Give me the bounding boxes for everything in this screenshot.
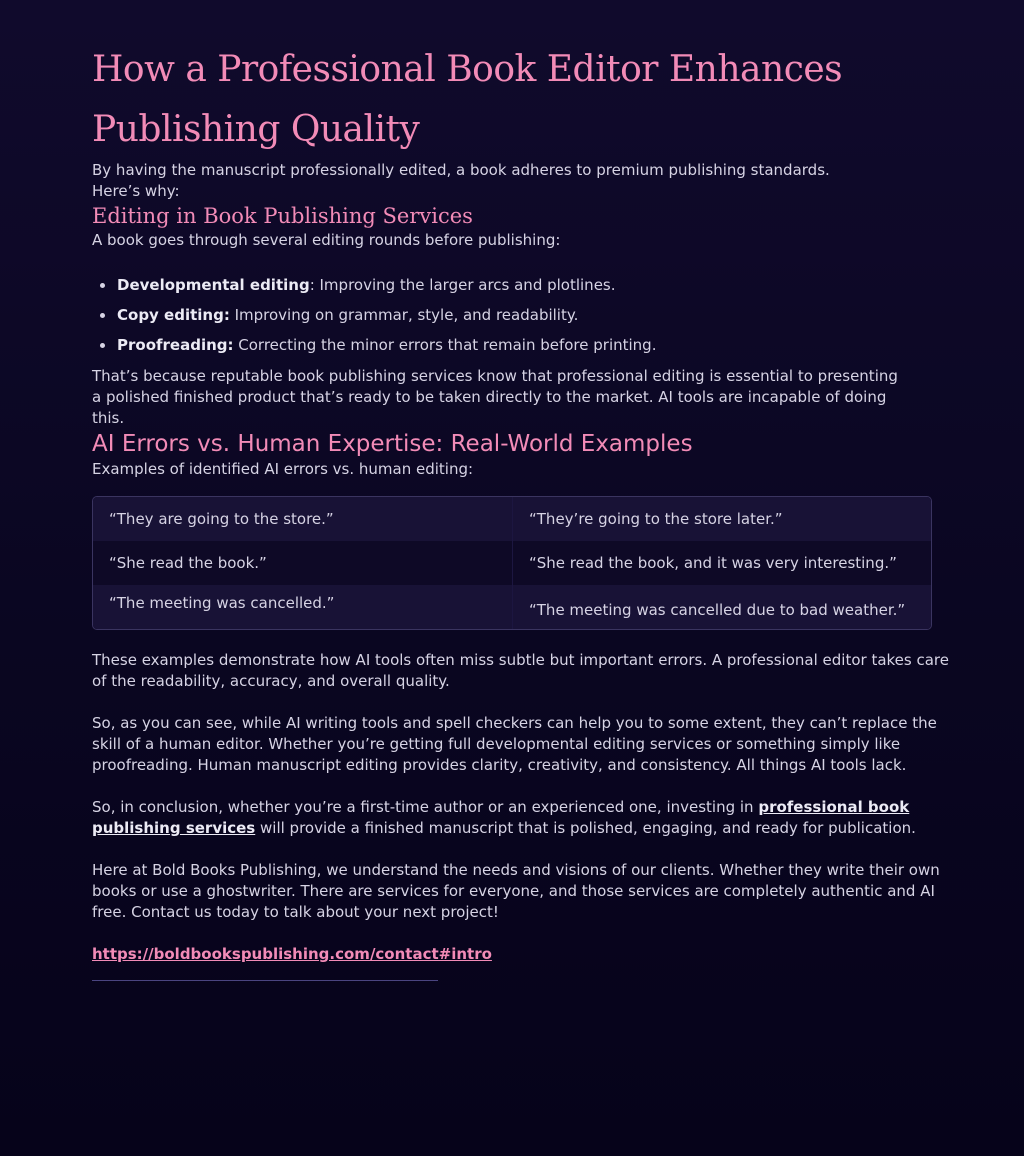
section-heading-ai-errors: AI Errors vs. Human Expertise: Real-World Examples bbox=[92, 431, 693, 457]
examples-table bbox=[92, 496, 932, 630]
ai-limits-paragraph: So, as you can see, while AI writing tools and spell checkers can help you to some extent, they can’t replace the skill of a human editor. Whether you’re getting full developmental editing services or something simply like proofreading. Human manuscript editing provides clarity, creativity, and consistency. All things AI tools lack. bbox=[92, 714, 937, 774]
company-paragraph: Here at Bold Books Publishing, we understand the needs and visions of our clients. Whether they write their own books or use a ghostwriter. There are services for everyone, and those services are completely authentic and AI free. Contact us today to talk about your next project! bbox=[92, 861, 940, 921]
section-closing-paragraph: That’s because reputable book publishing services know that professional editing is essential to presenting a polished finished product that’s ready to be taken directly to the market. AI tools are incapable of doing this. bbox=[92, 367, 898, 427]
table-cell-human: “The meeting was cancelled due to bad weather.” bbox=[512, 585, 931, 629]
article bbox=[92, 40, 952, 981]
list-item-text: : Improving the larger arcs and plotlines. bbox=[309, 276, 616, 294]
contact-link[interactable]: https://boldbookspublishing.com/contact#intro bbox=[92, 945, 492, 963]
list-item-term: Copy editing: bbox=[117, 306, 230, 324]
bullet-icon bbox=[100, 313, 105, 318]
conclusion-text-end: will provide a finished manuscript that is polished, engaging, and ready for publication. bbox=[255, 819, 916, 837]
examples-summary-paragraph: These examples demonstrate how AI tools often miss subtle but important errors. A professional editor takes care of the readability, accuracy, and overall quality. bbox=[92, 651, 949, 690]
contact-link-line bbox=[92, 944, 952, 965]
table-row bbox=[93, 541, 931, 585]
conclusion-paragraph bbox=[92, 797, 952, 839]
section-lead-ai-errors: Examples of identified AI errors vs. human editing: bbox=[92, 460, 474, 478]
divider bbox=[92, 980, 438, 981]
list-item bbox=[100, 275, 952, 296]
table-row bbox=[93, 585, 931, 629]
list-item-term: Proofreading: bbox=[117, 336, 234, 354]
publishing-services-link[interactable]: professional book publishing services bbox=[92, 798, 910, 837]
table-cell-human: “She read the book, and it was very interesting.” bbox=[512, 541, 931, 585]
page-title: How a Professional Book Editor Enhances Publishing Quality bbox=[92, 49, 843, 150]
list-item-text: Correcting the minor errors that remain before printing. bbox=[233, 336, 657, 354]
list-item bbox=[100, 335, 952, 356]
conclusion-text-start: So, in conclusion, whether you’re a first-time author or an experienced one, investing in bbox=[92, 798, 759, 816]
list-item bbox=[100, 305, 952, 326]
table-cell-ai: “She read the book.” bbox=[93, 541, 512, 585]
table-cell-ai: “They are going to the store.” bbox=[93, 497, 512, 541]
intro-paragraph: By having the manuscript professionally edited, a book adheres to premium publishing standards. Here’s why: bbox=[92, 161, 830, 200]
table-cell-ai: “The meeting was cancelled.” bbox=[93, 585, 512, 629]
bullet-icon bbox=[100, 283, 105, 288]
bullet-icon bbox=[100, 343, 105, 348]
section-heading-editing: Editing in Book Publishing Services bbox=[92, 204, 473, 228]
table-row bbox=[93, 497, 931, 541]
editing-rounds-list bbox=[92, 275, 952, 356]
table-cell-human: “They’re going to the store later.” bbox=[512, 497, 931, 541]
list-item-term: Developmental editing bbox=[117, 276, 310, 294]
list-item-text: Improving on grammar, style, and readability. bbox=[229, 306, 579, 324]
section-lead-editing: A book goes through several editing rounds before publishing: bbox=[92, 231, 561, 249]
